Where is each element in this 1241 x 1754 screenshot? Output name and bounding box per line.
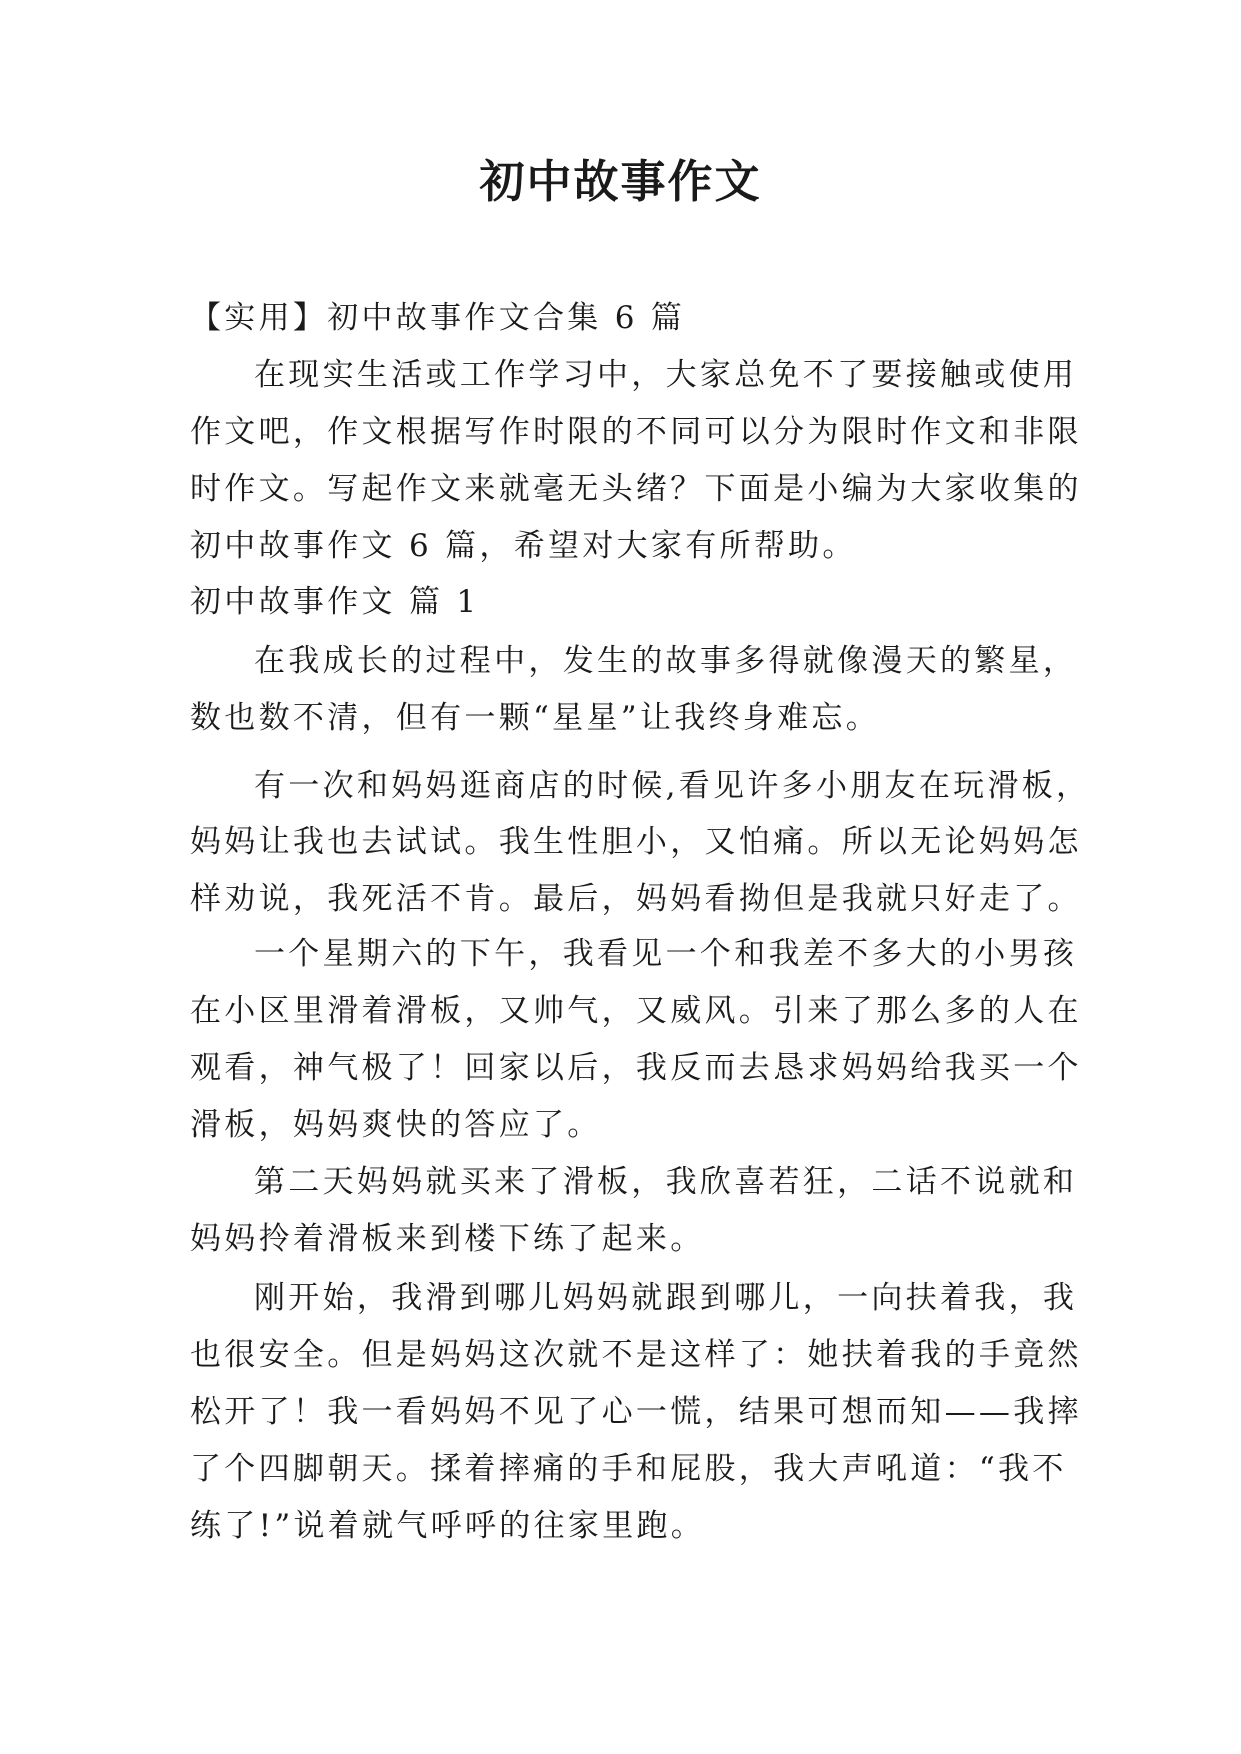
body-line-7: 在小区里滑着滑板，又帅气，又威风。引来了那么多的人在 bbox=[190, 993, 1082, 1029]
body-line-4: 妈妈让我也去试试。我生性胆小，又怕痛。所以无论妈妈怎 bbox=[190, 824, 1082, 860]
intro-line-4: 初中故事作文 6 篇，希望对大家有所帮助。 bbox=[190, 528, 857, 564]
intro-line-1: 在现实生活或工作学习中，大家总免不了要接触或使用 bbox=[254, 357, 1078, 393]
body-line-15: 了个四脚朝天。揉着摔痛的手和屁股，我大声吼道：“我不 bbox=[190, 1451, 1067, 1487]
body-line-10: 第二天妈妈就买来了滑板，我欣喜若狂，二话不说就和 bbox=[254, 1164, 1078, 1200]
body-line-14: 松开了！我一看妈妈不见了心一慌，结果可想而知——我摔 bbox=[190, 1394, 1082, 1430]
intro-line-2: 作文吧，作文根据写作时限的不同可以分为限时作文和非限 bbox=[190, 414, 1082, 450]
body-line-3: 有一次和妈妈逛商店的时候,看见许多小朋友在玩滑板， bbox=[254, 768, 1091, 804]
intro-line-3: 时作文。写起作文来就毫无头绪？下面是小编为大家收集的 bbox=[190, 471, 1082, 507]
body-line-5: 样劝说，我死活不肯。最后，妈妈看拗但是我就只好走了。 bbox=[190, 881, 1082, 917]
body-line-1: 在我成长的过程中，发生的故事多得就像漫天的繁星， bbox=[254, 643, 1078, 679]
body-line-2: 数也数不清，但有一颗“星星”让我终身难忘。 bbox=[190, 700, 880, 736]
body-line-9: 滑板，妈妈爽快的答应了。 bbox=[190, 1107, 602, 1143]
section-heading: 初中故事作文 篇 1 bbox=[190, 584, 480, 620]
body-line-13: 也很安全。但是妈妈这次就不是这样了：她扶着我的手竟然 bbox=[190, 1337, 1082, 1373]
body-line-16: 练了!”说着就气呼呼的往家里跑。 bbox=[190, 1508, 706, 1544]
body-line-8: 观看，神气极了！回家以后，我反而去恳求妈妈给我买一个 bbox=[190, 1050, 1082, 1086]
body-line-12: 刚开始，我滑到哪儿妈妈就跟到哪儿，一向扶着我，我 bbox=[254, 1280, 1078, 1316]
document-title: 初中故事作文 bbox=[479, 155, 762, 208]
body-line-11: 妈妈拎着滑板来到楼下练了起来。 bbox=[190, 1221, 705, 1257]
body-line-6: 一个星期六的下午，我看见一个和我差不多大的小男孩 bbox=[254, 936, 1078, 972]
collection-heading: 【实用】初中故事作文合集 6 篇 bbox=[190, 300, 686, 336]
